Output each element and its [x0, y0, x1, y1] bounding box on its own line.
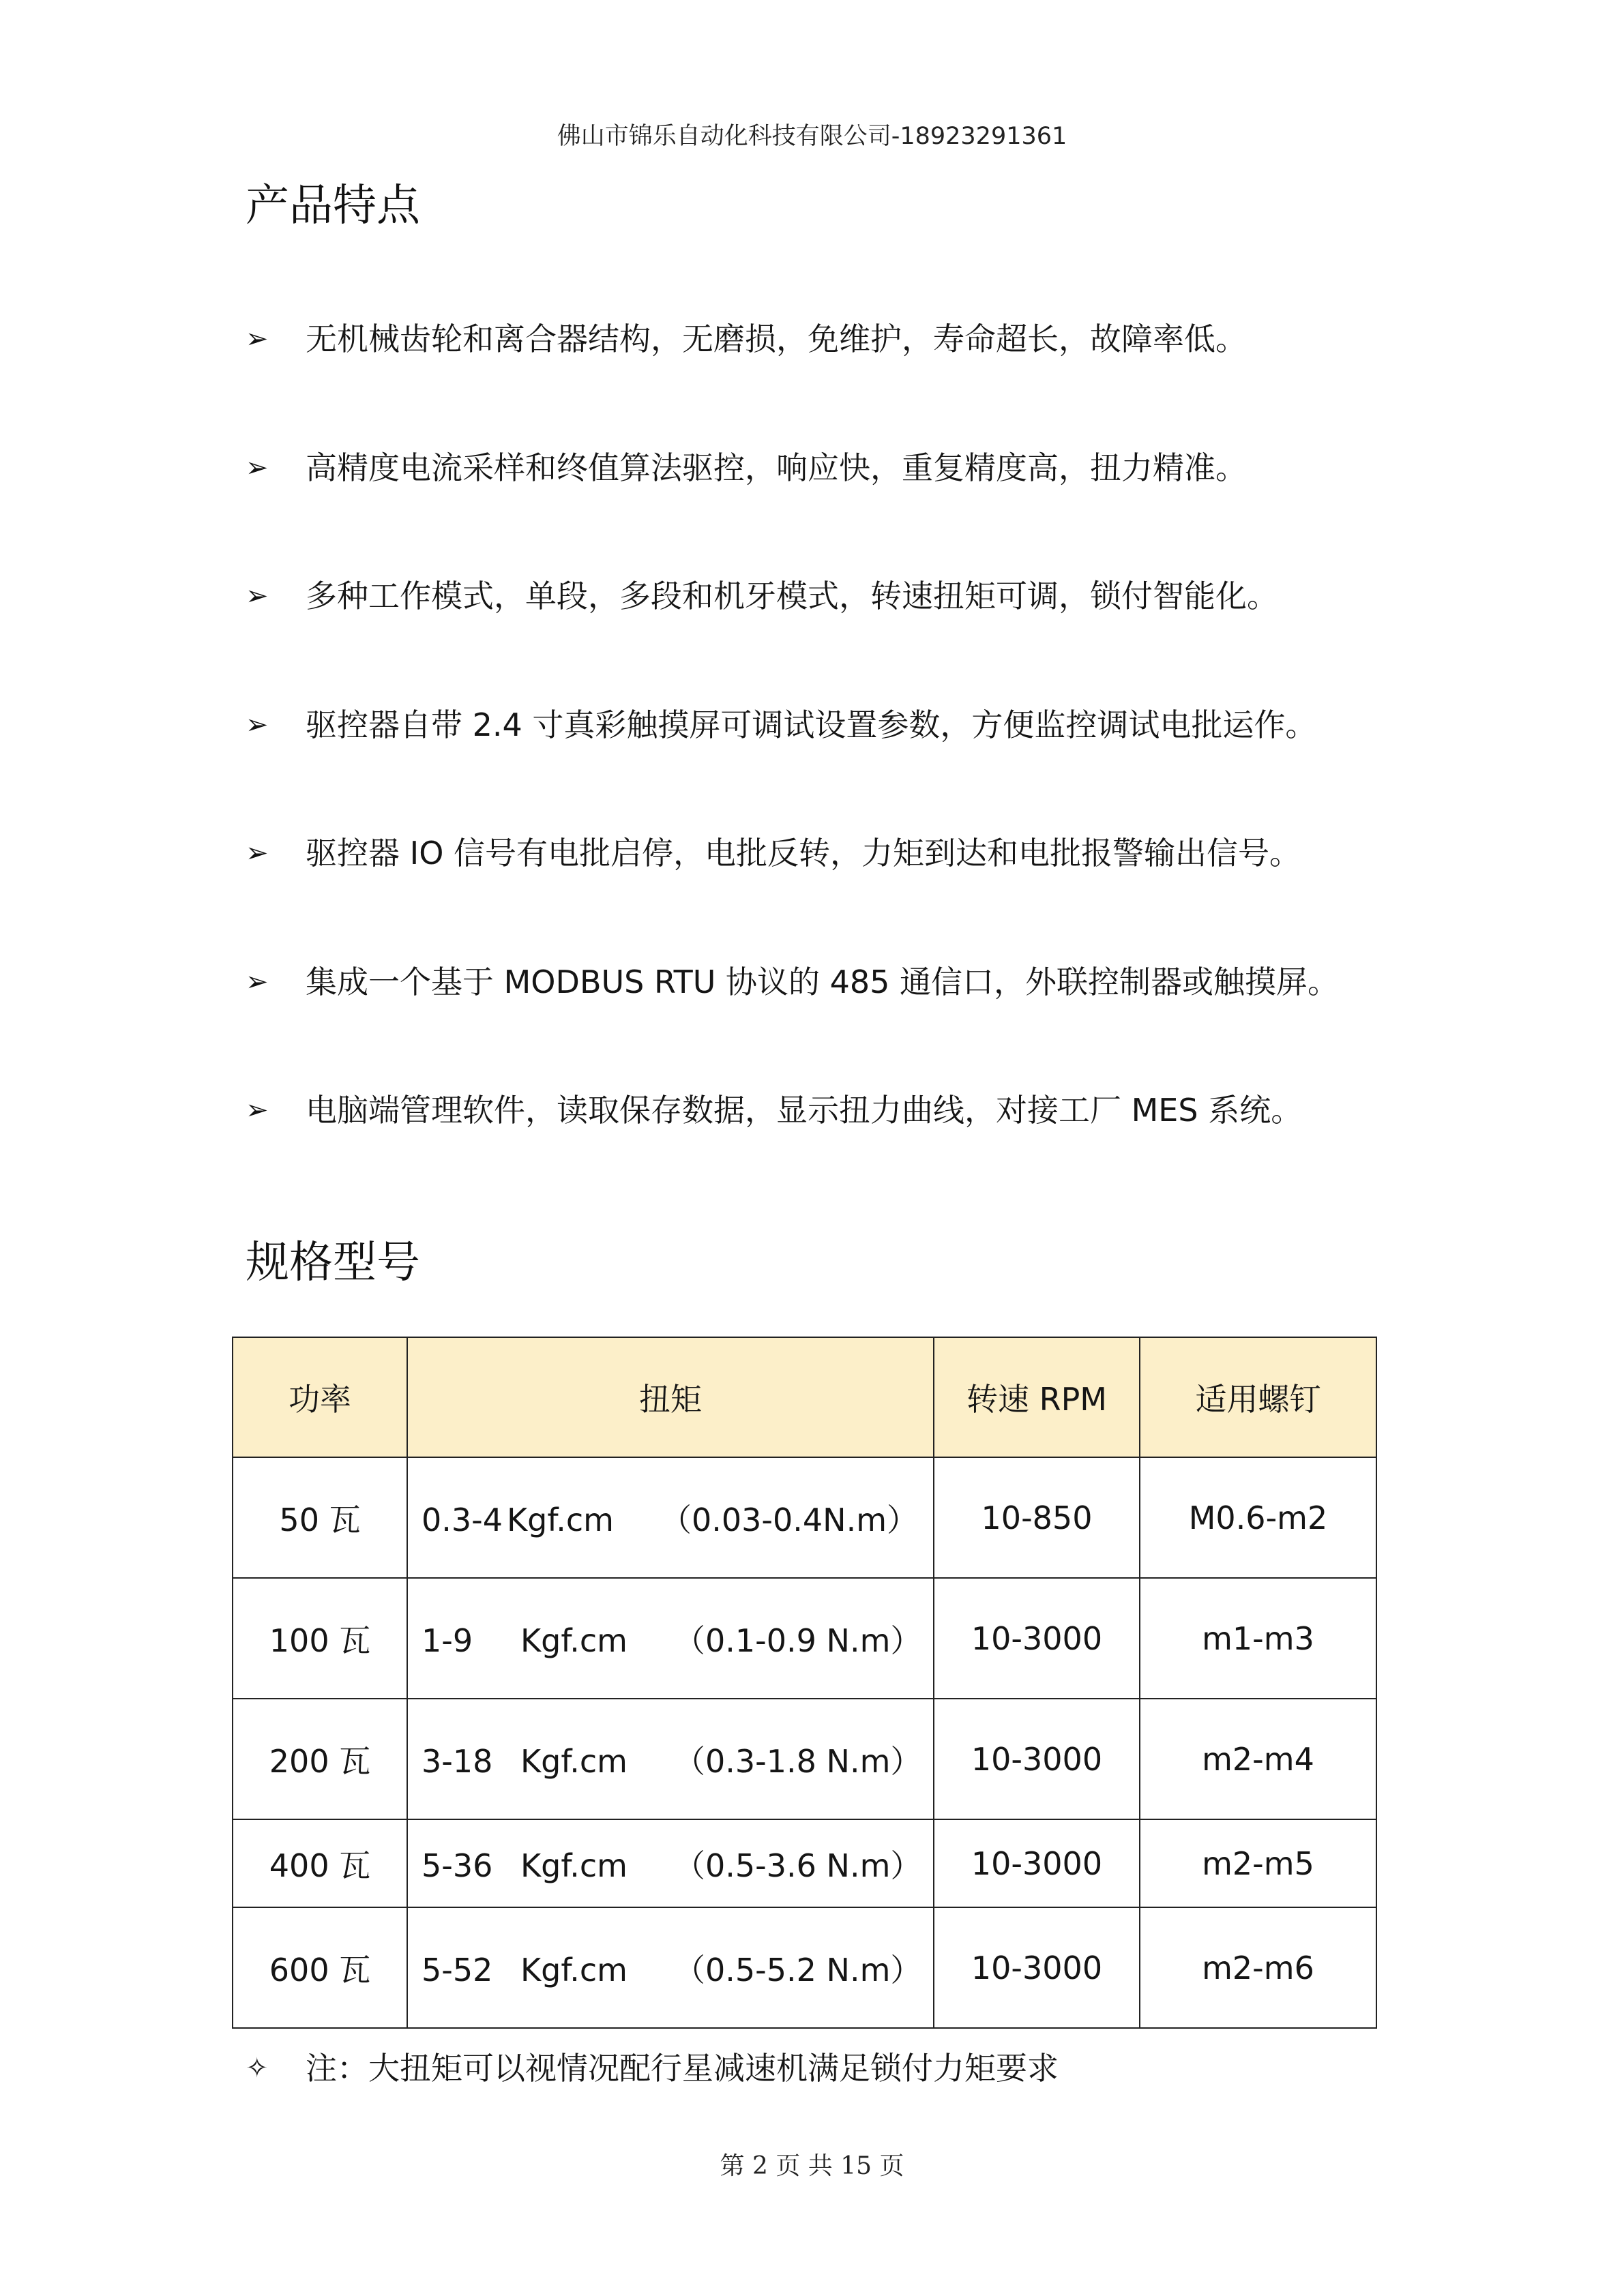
torque-range: 0.3-4 — [422, 1501, 503, 1538]
column-header-power: 功率 — [233, 1337, 407, 1457]
arrow-bullet-icon: ➢ — [246, 1094, 269, 1126]
arrow-bullet-icon: ➢ — [246, 323, 269, 355]
torque-range: 1-9 — [422, 1622, 473, 1659]
page-header: 佛山市锦乐自动化科技有限公司-18923291361 — [557, 123, 1067, 150]
torque-unit: Kgf.cm — [520, 1742, 628, 1780]
feature-text: 高精度电流采样和终值算法驱控，响应快，重复精度高，扭力精准。 — [306, 449, 1247, 486]
feature-text: 集成一个基于 MODBUS RTU 协议的 485 通信口，外联控制器或触摸屏。 — [306, 963, 1340, 1000]
cell-rpm: 10-3000 — [934, 1578, 1140, 1699]
feature-item — [246, 701, 1405, 830]
features-title: 产品特点 — [246, 181, 420, 231]
cell-torque — [407, 1578, 934, 1699]
table-row — [233, 1699, 1376, 1819]
feature-item — [246, 444, 1405, 573]
cell-power: 100 瓦 — [233, 1578, 407, 1699]
feature-item — [246, 572, 1405, 701]
spec-title: 规格型号 — [246, 1238, 420, 1288]
cell-torque — [407, 1907, 934, 2028]
table-header-row — [233, 1337, 1376, 1457]
torque-nm: （0.5-3.6 N.m） — [674, 1847, 922, 1884]
feature-item — [246, 829, 1405, 958]
torque-nm: （0.1-0.9 N.m） — [674, 1622, 922, 1659]
feature-list — [246, 315, 1405, 1215]
arrow-bullet-icon: ➢ — [246, 451, 269, 483]
arrow-bullet-icon: ➢ — [246, 966, 269, 998]
cell-rpm: 10-3000 — [934, 1699, 1140, 1819]
torque-nm: （0.5-5.2 N.m） — [674, 1951, 922, 1988]
feature-text: 电脑端管理软件，读取保存数据，显示扭力曲线，对接工厂 MES 系统。 — [306, 1092, 1303, 1129]
sparkle-bullet-icon: ✧ — [246, 2053, 269, 2084]
cell-screw: m2-m4 — [1140, 1699, 1376, 1819]
cell-screw: m1-m3 — [1140, 1578, 1376, 1699]
table-row — [233, 1819, 1376, 1907]
cell-screw: m2-m5 — [1140, 1819, 1376, 1907]
cell-power: 50 瓦 — [233, 1457, 407, 1578]
feature-item — [246, 1086, 1405, 1215]
torque-nm: （0.03-0.4N.m） — [660, 1501, 919, 1538]
page-number: 第 2 页 共 15 页 — [720, 2152, 904, 2180]
cell-torque — [407, 1457, 934, 1578]
table-row — [233, 1578, 1376, 1699]
cell-screw: m2-m6 — [1140, 1907, 1376, 2028]
column-header-torque: 扭矩 — [407, 1337, 934, 1457]
cell-screw: M0.6-m2 — [1140, 1457, 1376, 1578]
torque-range: 5-52 — [422, 1951, 493, 1988]
torque-range: 5-36 — [422, 1847, 493, 1884]
arrow-bullet-icon: ➢ — [246, 837, 269, 869]
cell-power: 400 瓦 — [233, 1819, 407, 1907]
cell-rpm: 10-3000 — [934, 1907, 1140, 2028]
torque-unit: Kgf.cm — [520, 1951, 628, 1988]
feature-text: 驱控器自带 2.4 寸真彩触摸屏可调试设置参数，方便监控调试电批运作。 — [306, 706, 1317, 743]
feature-item — [246, 315, 1405, 444]
table-row — [233, 1907, 1376, 2028]
feature-item — [246, 958, 1405, 1087]
cell-power: 200 瓦 — [233, 1699, 407, 1819]
cell-power: 600 瓦 — [233, 1907, 407, 2028]
cell-rpm: 10-850 — [934, 1457, 1140, 1578]
cell-rpm: 10-3000 — [934, 1819, 1140, 1907]
torque-unit: Kgf.cm — [507, 1501, 614, 1538]
column-header-rpm: 转速 RPM — [934, 1337, 1140, 1457]
torque-unit: Kgf.cm — [520, 1847, 628, 1884]
torque-nm: （0.3-1.8 N.m） — [674, 1742, 922, 1780]
cell-torque — [407, 1699, 934, 1819]
spec-table — [232, 1337, 1377, 2029]
feature-text: 驱控器 IO 信号有电批启停，电批反转，力矩到达和电批报警输出信号。 — [306, 835, 1301, 871]
note-text: 注：大扭矩可以视情况配行星减速机满足锁付力矩要求 — [306, 2050, 1059, 2087]
torque-range: 3-18 — [422, 1742, 493, 1780]
cell-torque — [407, 1819, 934, 1907]
arrow-bullet-icon: ➢ — [246, 709, 269, 741]
feature-text: 多种工作模式，单段，多段和机牙模式，转速扭矩可调，锁付智能化。 — [306, 578, 1278, 614]
table-row — [233, 1457, 1376, 1578]
torque-unit: Kgf.cm — [520, 1622, 628, 1659]
feature-text: 无机械齿轮和离合器结构，无磨损，免维护，寿命超长，故障率低。 — [306, 320, 1247, 357]
column-header-screw: 适用螺钉 — [1140, 1337, 1376, 1457]
arrow-bullet-icon: ➢ — [246, 580, 269, 612]
